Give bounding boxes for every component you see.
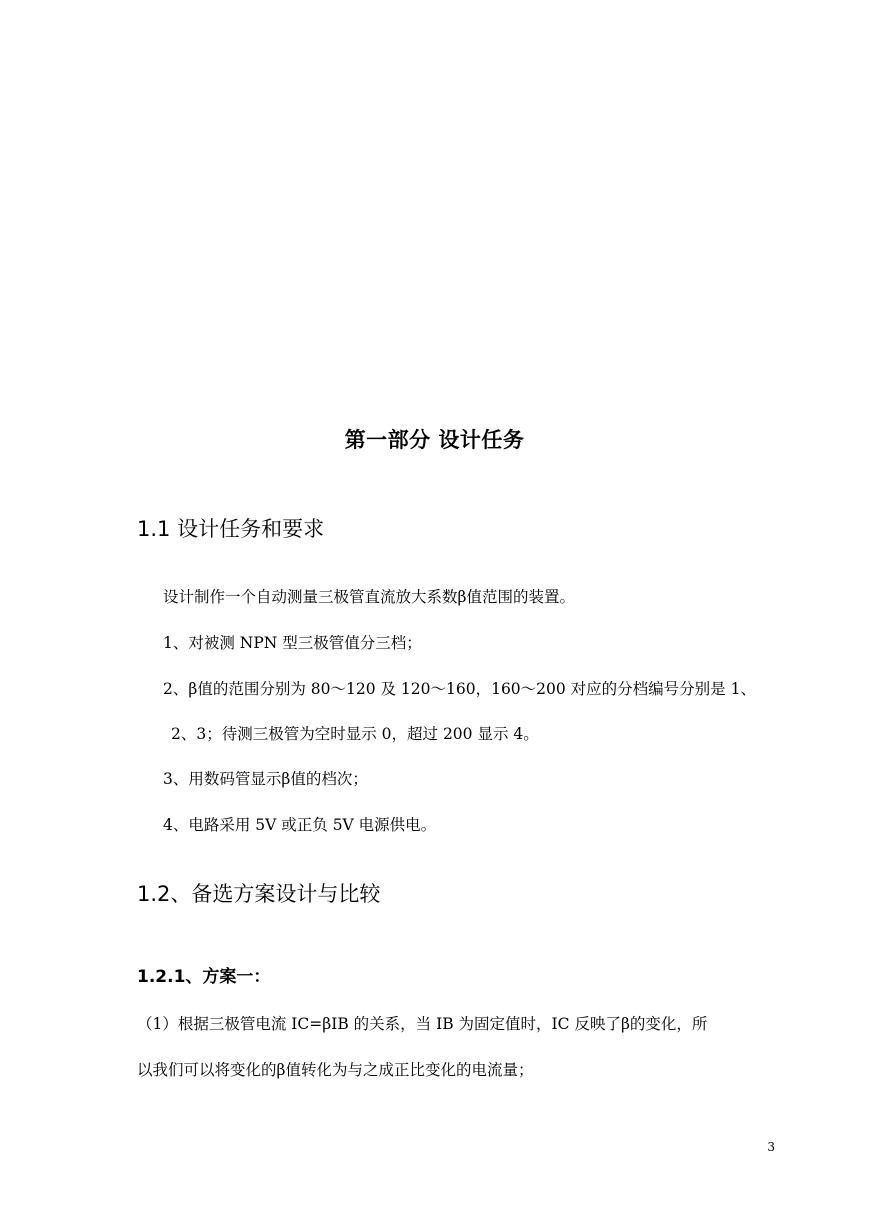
scheme-line-1: （1）根据三极管电流 IC=βIB 的关系，当 IB 为固定值时，IC 反映了β的变化，所: [137, 1015, 708, 1033]
section-heading-1-2: 1.2、备选方案设计与比较: [137, 882, 381, 906]
page-number: 3: [767, 1140, 775, 1154]
requirement-item-2: 2、β值的范围分别为 80～120 及 120～160，160～200 对应的分档编号分别是 1、: [163, 680, 756, 698]
requirement-item-4: 4、电路采用 5V 或正负 5V 电源供电。: [163, 816, 437, 834]
requirement-item-1: 1、对被测 NPN 型三极管值分三档；: [163, 634, 422, 652]
scheme-line-2: 以我们可以将变化的β值转化为与之成正比变化的电流量；: [137, 1061, 534, 1079]
requirement-item-3: 3、用数码管显示β值的档次；: [163, 770, 368, 788]
part-title: 第一部分 设计任务: [344, 428, 525, 452]
intro-paragraph: 设计制作一个自动测量三极管直流放大系数β值范围的装置。: [163, 588, 575, 606]
section-heading-1-1: 1.1 设计任务和要求: [137, 517, 325, 541]
requirement-item-2-continued: 2、3；待测三极管为空时显示 0，超过 200 显示 4。: [171, 725, 539, 743]
section-heading-1-2-1: 1.2.1、方案一：: [137, 967, 271, 987]
